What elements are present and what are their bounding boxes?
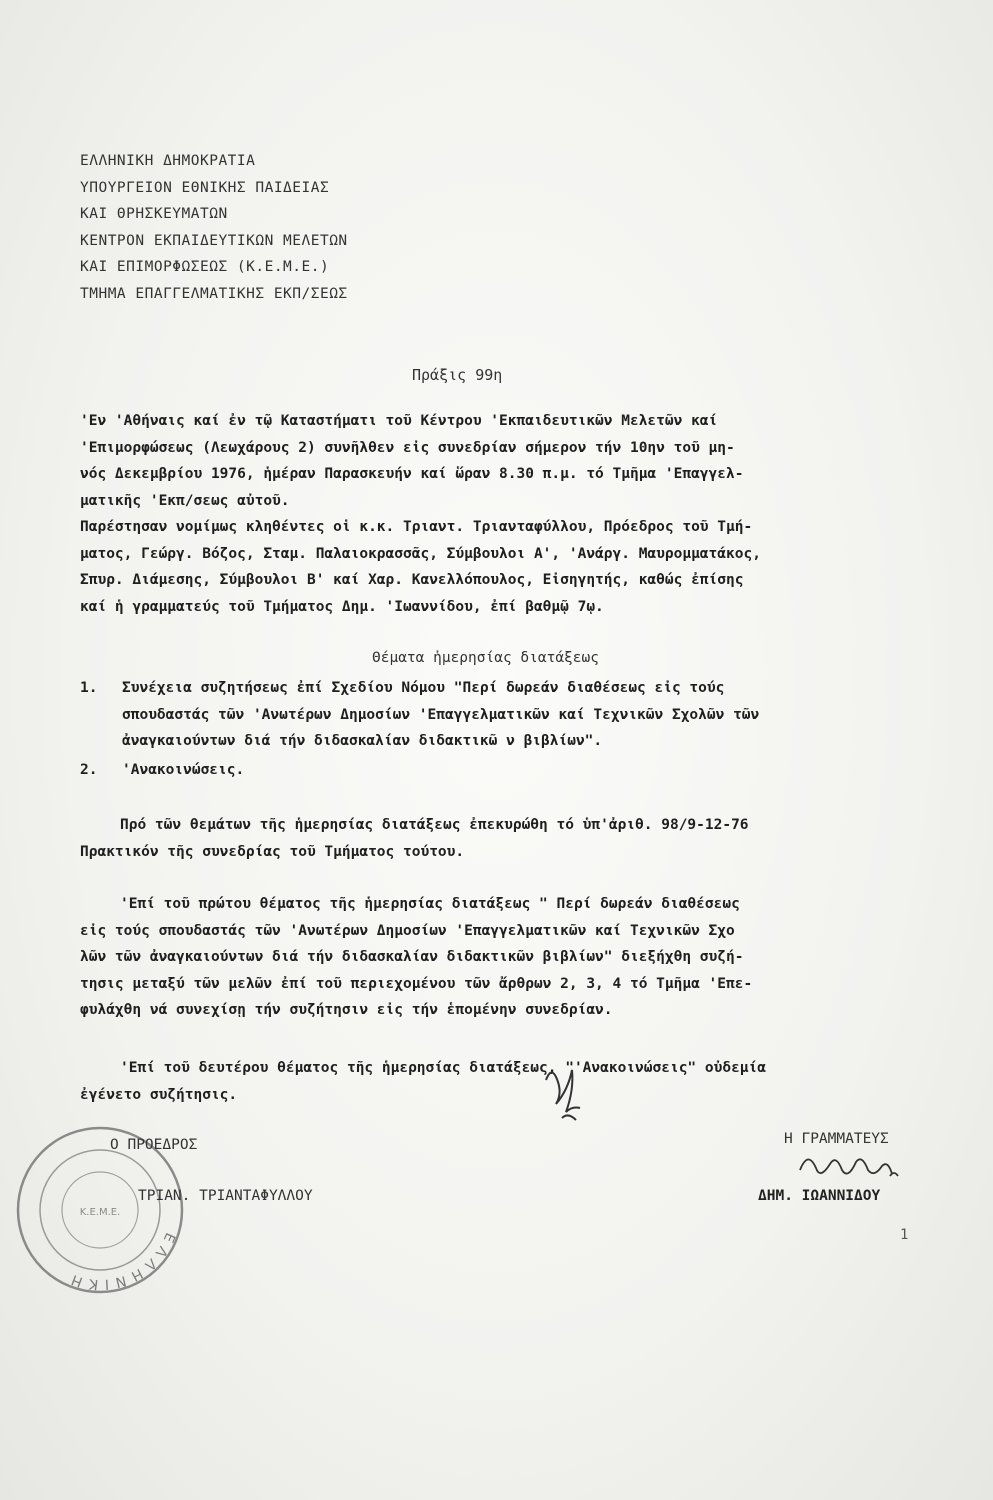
secretary-name: ΔΗΜ. ΙΩΑΝΝΙΔΟΥ: [758, 1188, 881, 1204]
letterhead-line: ΚΕΝΤΡΟΝ ΕΚΠΑΙΔΕΥΤΙΚΩΝ ΜΕΛΕΤΩΝ: [80, 232, 348, 249]
text-line: σπουδαστάς τῶν 'Ανωτέρων Δημοσίων 'Επαγγελματικῶν καί Τεχνικῶν Σχολῶν τῶν: [122, 706, 760, 723]
text-line: ματος, Γεώργ. Βόζος, Σταμ. Παλαιοκρασσᾶς, Σύμβουλοι Α', 'Ανάργ. Μαυρομματάκος,: [80, 545, 761, 562]
text-line: φυλάχθη νά συνεχίσῃ τήν συζήτησιν εἰς τήν ἑπομένην συνεδρίαν.: [80, 1002, 613, 1018]
text-line: εἰς τούς σπουδαστάς τῶν 'Ανωτέρων Δημοσίων 'Επαγγελματικῶν καί Τεχνικῶν Σχο: [80, 922, 735, 939]
text-line: 'Επί τοῦ δευτέρου θέματος τῆς ἡμερησίας διατάξεως, "'Ανακοινώσεις" οὐδεμία: [120, 1060, 767, 1076]
letterhead: [80, 148, 348, 308]
text-line: 'Επί τοῦ πρώτου θέματος τῆς ἡμερησίας διατάξεως " Περί δωρεάν διαθέσεως: [120, 896, 740, 912]
letterhead-line: ΤΜΗΜΑ ΕΠΑΓΓΕΛΜΑΤΙΚΗΣ ΕΚΠ/ΣΕΩΣ: [80, 285, 348, 302]
letterhead-line: ΚΑΙ ΘΡΗΣΚΕΥΜΑΤΩΝ: [80, 206, 228, 223]
document-title: Πράξις 99η: [412, 366, 503, 384]
paragraph-minutes-approval: [80, 812, 960, 865]
text-line: 'Εν 'Αθήναις καί ἐν τῷ Καταστήματι τοῦ Κέντρου 'Εκπαιδευτικῶν Μελετῶν καί: [80, 413, 718, 429]
stamp-outer-text: ΕΛΛΗΝΙΚΗ: [63, 1230, 178, 1293]
secretary-title: Η ΓΡΑΜΜΑΤΕΥΣ: [784, 1131, 889, 1147]
text-line: ματικῆς 'Εκπ/σεως αὐτοῦ.: [80, 492, 290, 509]
text-line: ἐγένετο συζήτησις.: [80, 1086, 238, 1103]
initials-signature-icon: [538, 1060, 588, 1126]
agenda-item-text: 'Ανακοινώσεις.: [122, 762, 245, 778]
agenda-title: Θέματα ἡμερησίας διατάξεως: [372, 650, 599, 666]
text-line: Συνέχεια συζητήσεως ἐπί Σχεδίου Νόμου "Περί δωρεάν διαθέσεως εἰς τούς: [122, 680, 725, 696]
letterhead-line: ΥΠΟΥΡΓΕΙΟΝ ΕΘΝΙΚΗΣ ΠΑΙΔΕΙΑΣ: [80, 179, 330, 196]
intro-paragraph: [80, 408, 960, 620]
svg-text:ΕΛΛΗΝΙΚΗ: [64, 1230, 178, 1292]
text-line: Πρό τῶν θεμάτων τῆς ἡμερησίας διατάξεως ἐπεκυρώθη τό ὑπ'ἀριθ. 98/9-12-76: [120, 817, 749, 833]
text-line: Σπυρ. Διάμεσης, Σύμβουλοι Β' καί Χαρ. Κανελλόπουλος, Εἰσηγητής, καθώς ἐπίσης: [80, 572, 744, 588]
text-line: λῶν τῶν ἀναγκαιούντων διά τήν διδασκαλίαν διδακτικῶν βιβλίων" διεξήχθη συζή-: [80, 949, 744, 965]
paragraph-first-topic: [80, 891, 960, 1024]
text-line: καί ἡ γραμματεύς τοῦ Τμήματος Δημ. 'Ιωαννίδου, ἐπί βαθμῷ 7ῳ.: [80, 598, 604, 615]
text-line: Παρέστησαν νομίμως κληθέντες οἱ κ.κ. Τριαντ. Τριανταφύλλου, Πρόεδρος τοῦ Τμή-: [80, 519, 753, 535]
letterhead-line: ΕΛΛΗΝΙΚΗ ΔΗΜΟΚΡΑΤΙΑ: [80, 153, 256, 169]
text-line: τησις μεταξύ τῶν μελῶν ἐπί τοῦ περιεχομένου τῶν ἄρθρων 2, 3, 4 τό Τμῆμα 'Επε-: [80, 975, 753, 992]
president-title: Ο ΠΡΟΕΔΡΟΣ: [110, 1137, 198, 1153]
text-line: ἀναγκαιούντων διά τήν διδασκαλίαν διδακτικῶ ν βιβλίων".: [122, 733, 603, 749]
stamp-inner-text: Κ.Ε.Μ.Ε.: [79, 1207, 121, 1218]
agenda-item-number: 1.: [80, 680, 98, 696]
text-line: νός Δεκεμβρίου 1976, ἡμέραν Παρασκευήν καί ὥραν 8.30 π.μ. τό Τμῆμα 'Επαγγελ-: [80, 466, 744, 482]
text-line: Πρακτικόν τῆς συνεδρίας τοῦ Τμήματος τούτου.: [80, 843, 465, 860]
agenda-item-number: 2.: [80, 762, 98, 778]
letterhead-line: ΚΑΙ ΕΠΙΜΟΡΦΩΣΕΩΣ (Κ.Ε.Μ.Ε.): [80, 259, 330, 276]
president-name: ΤΡΙΑΝ. ΤΡΙΑΝΤΑΦΥΛΛΟΥ: [138, 1188, 313, 1204]
page-number: 1: [900, 1227, 909, 1243]
paragraph-second-topic: [80, 1055, 960, 1108]
secretary-signature-icon: [790, 1140, 910, 1190]
agenda-item-2: [80, 762, 244, 778]
text-line: 'Επιμορφώσεως (Λεωχάρους 2) συνῆλθεν εἰς συνεδρίαν σήμερον τήν 10ην τοῦ μη-: [80, 439, 735, 456]
